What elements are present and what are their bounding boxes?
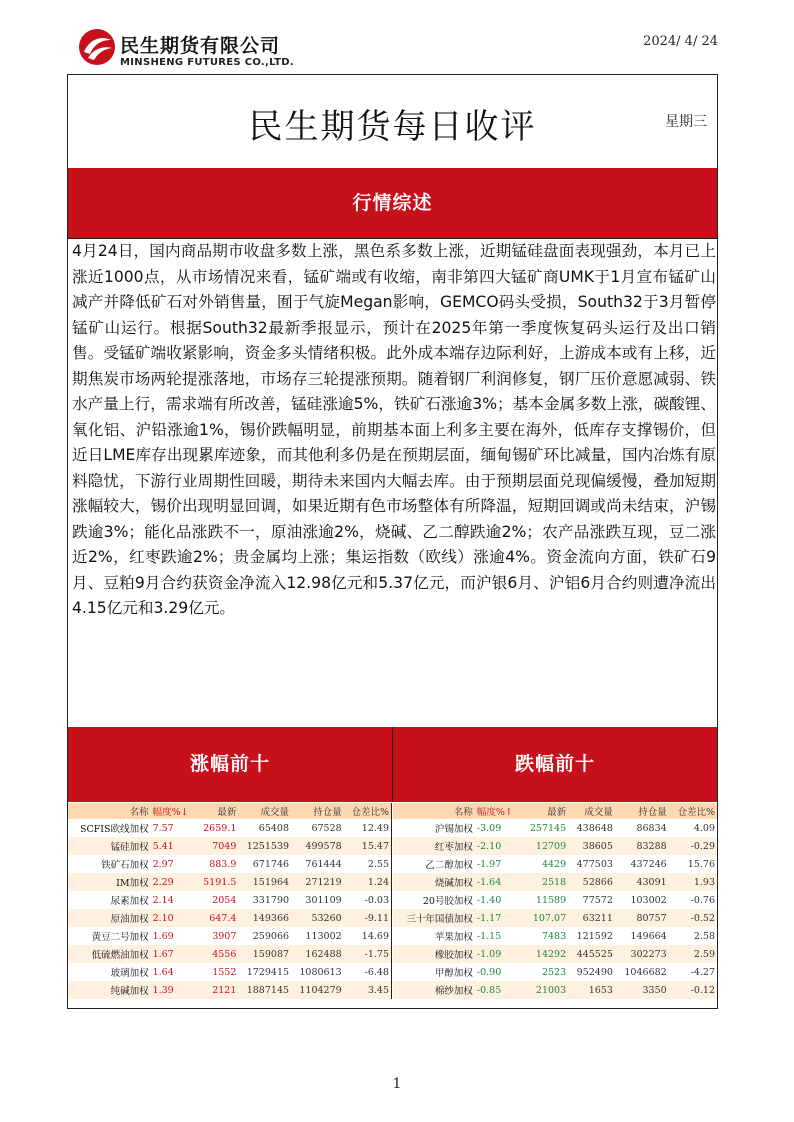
oi-change-ratio: 2.59 [669, 945, 717, 963]
last-price: 107.07 [521, 909, 568, 927]
change-pct: 2.29 [151, 873, 196, 891]
oi-change-ratio: 12.49 [361, 822, 389, 834]
open-interest: 1104279 [291, 981, 344, 999]
contract-name: 甲醇加权 [434, 968, 473, 979]
minsheng-logo-icon [78, 28, 116, 66]
contract-name: 黄豆二号加权 [91, 932, 149, 943]
table-row [68, 909, 392, 927]
table-row [393, 819, 717, 837]
contract-name: 玻璃加权 [110, 968, 149, 979]
oi-change-ratio: 2.58 [693, 930, 715, 942]
page-title: 民生期货每日收评 [248, 107, 537, 147]
change-pct: 2.10 [151, 909, 196, 927]
column-header: 最新 [196, 803, 238, 819]
report-frame [67, 74, 718, 1009]
last-price: 3907 [212, 930, 237, 942]
open-interest: 162488 [291, 945, 344, 963]
column-header: 名称 [68, 803, 151, 819]
volume: 952490 [576, 966, 613, 978]
open-interest: 499578 [291, 837, 344, 855]
page-number: 1 [392, 1076, 402, 1092]
open-interest: 53260 [291, 909, 344, 927]
contract-name: 棉纱加权 [393, 981, 475, 999]
table-row [68, 963, 392, 981]
gainers-heading: 涨幅前十 [68, 727, 393, 802]
table-header-row [393, 803, 717, 819]
change-pct: 1.67 [151, 945, 196, 963]
volume: 151964 [238, 873, 291, 891]
oi-change-ratio: -6.48 [364, 966, 389, 978]
open-interest: 43091 [615, 873, 669, 891]
table-row [393, 855, 717, 873]
last-price: 7049 [196, 837, 238, 855]
volume: 1729415 [246, 966, 290, 978]
oi-change-ratio: 4.09 [693, 822, 715, 834]
oi-change-ratio: -0.52 [669, 909, 717, 927]
last-price: 11589 [535, 894, 567, 906]
volume: 77572 [582, 894, 613, 906]
contract-name: 三十年国债加权 [393, 909, 475, 927]
losers-heading: 跌幅前十 [393, 727, 717, 802]
last-price: 1552 [212, 966, 237, 978]
table-row [68, 819, 392, 837]
last-price: 257145 [529, 822, 567, 834]
open-interest: 301109 [305, 894, 342, 906]
table-row [68, 945, 392, 963]
volume: 1887145 [238, 981, 291, 999]
column-header: 持仓量 [291, 803, 344, 819]
contract-name: 尿素加权 [110, 896, 149, 907]
last-price: 883.9 [209, 858, 237, 870]
volume: 671746 [252, 858, 290, 870]
open-interest: 761444 [305, 858, 342, 870]
column-header: 成交量 [568, 803, 615, 819]
volume: 477503 [576, 858, 613, 870]
market-summary-text: 4月24日，国内商品期市收盘多数上涨，黑色系多数上涨，近期锰硅盘面表现强劲，本月已上涨近1000点，从市场情况来看，锰矿端或有收缩，南非第四大锰矿商UMK于1月宣布锰矿山减产并降低矿石对外销售量，囿于气旋Megan影响，GEMCO码头受损，South32于3月暂停锰矿山运行。根据South32最新季报显示，预计在2025年第一季度恢复码头运行及出口销售。受锰矿端收紧影响，资金多头情绪积极。此外成本端存边际利好，上游成本或有上移，近期焦炭市场两轮提涨落地，市场存三轮提涨预期。随着钢厂利润修复，钢厂压价意愿减弱、铁水产量上行，需求端有所改善，锰硅涨逾5%，铁矿石涨逾3%；基本金属多数上涨，碳酸锂、氧化铝、沪铅涨逾1%，锡价跌幅明显，前期基本面上利多主要在海外，低库存支撑锡价，但近日LME库存出现累库迹象，而其他利多仍是在预期层面，缅甸锡矿环比减量，国内冶炼有原料隐忧，下游行业周期性回暖，期待未来国内大幅去库。由于预期层面兑现偏缓慢，叠加短期涨幅较大，锡价出现明显回调，如果近期有色市场整体有所降温，短期回调或尚未结束，沪锡跌逾3%；能化品涨跌不一，原油涨逾2%，烧碱、乙二醇跌逾2%；农产品涨跌互现，豆二涨近2%，红枣跌逾2%；贵金属均上涨；集运指数（欧线）涨逾4%。资金流向方面，铁矿石9月、豆粕9月合约获资金净流入12.98亿元和5.37亿元，而沪银6月、沪铝6月合约则遭净流出4.15亿元和3.29亿元。 [72, 242, 716, 617]
oi-change-ratio: -0.29 [669, 837, 717, 855]
table-row [393, 963, 717, 981]
volume: 331790 [252, 894, 290, 906]
change-pct: 1.39 [151, 981, 196, 999]
table-row [393, 837, 717, 855]
oi-change-ratio: 15.76 [687, 858, 715, 870]
column-header: 幅度%↑ [475, 803, 521, 819]
last-price: 21003 [521, 981, 568, 999]
title-row [68, 75, 717, 169]
ranking-tables [68, 803, 717, 1009]
change-pct: -1.40 [476, 894, 502, 906]
losers-table [393, 803, 717, 999]
volume: 63211 [568, 909, 615, 927]
contract-name: 烧碱加权 [393, 873, 475, 891]
last-price: 7483 [541, 930, 567, 942]
change-pct: -1.15 [476, 930, 502, 942]
contract-name: 苹果加权 [434, 932, 473, 943]
contract-name: 20号胶加权 [422, 896, 473, 907]
contract-name: 低硫燃油加权 [68, 945, 151, 963]
table-row [68, 873, 392, 891]
change-pct: -1.09 [475, 945, 521, 963]
change-pct: 2.97 [152, 858, 174, 870]
oi-change-ratio: -0.12 [669, 981, 717, 999]
table-row [393, 927, 717, 945]
last-price: 5191.5 [196, 873, 238, 891]
last-price: 2659.1 [203, 822, 237, 834]
oi-change-ratio: 15.47 [344, 837, 392, 855]
contract-name: 原油加权 [68, 909, 151, 927]
contract-name: 纯碱加权 [68, 981, 151, 999]
table-row [68, 981, 392, 999]
contract-name: 铁矿石加权 [101, 860, 149, 871]
oi-change-ratio: -4.27 [690, 966, 715, 978]
change-pct: -3.09 [476, 822, 502, 834]
open-interest: 1080613 [299, 966, 342, 978]
change-pct: -2.10 [475, 837, 521, 855]
column-header: 仓差比% [669, 803, 717, 819]
change-pct: -1.17 [475, 909, 521, 927]
table-row [68, 927, 392, 945]
volume: 159087 [238, 945, 291, 963]
logo-name-en: MINSHENG FUTURES CO.,LTD. [120, 57, 294, 68]
table-row [68, 855, 392, 873]
change-pct: 5.41 [151, 837, 196, 855]
column-header: 成交量 [238, 803, 291, 819]
oi-change-ratio: 3.45 [344, 981, 392, 999]
column-header: 幅度%↓ [151, 803, 196, 819]
table-row [393, 945, 717, 963]
open-interest: 149664 [630, 930, 667, 942]
volume: 149366 [238, 909, 291, 927]
weekday-label: 星期三 [665, 114, 707, 130]
table-row [393, 873, 717, 891]
volume: 52866 [568, 873, 615, 891]
oi-change-ratio: 1.24 [344, 873, 392, 891]
oi-change-ratio: 1.93 [669, 873, 717, 891]
overview-heading: 行情综述 [68, 168, 717, 239]
logo-name-cn: 民生期货有限公司 [120, 35, 281, 57]
open-interest: 80757 [615, 909, 669, 927]
open-interest: 86834 [636, 822, 667, 834]
column-header: 最新 [521, 803, 568, 819]
change-pct: 1.69 [152, 930, 174, 942]
table-row [393, 891, 717, 909]
oi-change-ratio: -1.75 [344, 945, 392, 963]
open-interest: 113002 [305, 930, 342, 942]
change-pct: -0.90 [476, 966, 502, 978]
change-pct: -1.97 [476, 858, 502, 870]
table-row [68, 891, 392, 909]
volume: 121592 [576, 930, 613, 942]
volume: 438648 [576, 822, 613, 834]
contract-name: 乙二醇加权 [425, 860, 473, 871]
change-pct: 2.14 [152, 894, 174, 906]
last-price: 2518 [521, 873, 568, 891]
change-pct: 1.64 [152, 966, 174, 978]
report-date: 2024/ 4/ 24 [643, 34, 718, 49]
contract-name: 锰硅加权 [68, 837, 151, 855]
volume: 445525 [568, 945, 615, 963]
contract-name: 橡胶加权 [393, 945, 475, 963]
open-interest: 1046682 [624, 966, 667, 978]
table-row [393, 981, 717, 999]
last-price: 2523 [541, 966, 567, 978]
oi-change-ratio: 2.55 [367, 858, 389, 870]
last-price: 14292 [521, 945, 568, 963]
last-price: 4429 [541, 858, 567, 870]
volume: 259066 [252, 930, 290, 942]
last-price: 2054 [212, 894, 237, 906]
volume: 1653 [568, 981, 615, 999]
column-header: 持仓量 [615, 803, 669, 819]
change-pct: -0.85 [475, 981, 521, 999]
open-interest: 271219 [291, 873, 344, 891]
volume: 65408 [258, 822, 290, 834]
table-header-row [68, 803, 392, 819]
contract-name: SCFIS欧线加权 [79, 824, 149, 835]
column-header: 仓差比% [344, 803, 392, 819]
contract-name: 沪锡加权 [434, 824, 473, 835]
last-price: 4556 [196, 945, 238, 963]
last-price: 647.4 [196, 909, 238, 927]
last-price: 12709 [521, 837, 568, 855]
gainers-table [68, 803, 392, 999]
contract-name: 红枣加权 [393, 837, 475, 855]
open-interest: 3350 [615, 981, 669, 999]
volume: 1251539 [238, 837, 291, 855]
oi-change-ratio: -0.03 [364, 894, 389, 906]
change-pct: 7.57 [152, 822, 174, 834]
open-interest: 437246 [630, 858, 667, 870]
oi-change-ratio: -9.11 [344, 909, 392, 927]
table-row [393, 909, 717, 927]
last-price: 2121 [196, 981, 238, 999]
oi-change-ratio: 14.69 [361, 930, 389, 942]
table-row [68, 837, 392, 855]
open-interest: 67528 [311, 822, 342, 834]
open-interest: 302273 [615, 945, 669, 963]
open-interest: 83288 [615, 837, 669, 855]
volume: 38605 [568, 837, 615, 855]
contract-name: IM加权 [68, 873, 151, 891]
change-pct: -1.64 [475, 873, 521, 891]
open-interest: 103002 [630, 894, 667, 906]
company-logo [78, 28, 318, 74]
column-header: 名称 [393, 803, 475, 819]
oi-change-ratio: -0.76 [690, 894, 715, 906]
